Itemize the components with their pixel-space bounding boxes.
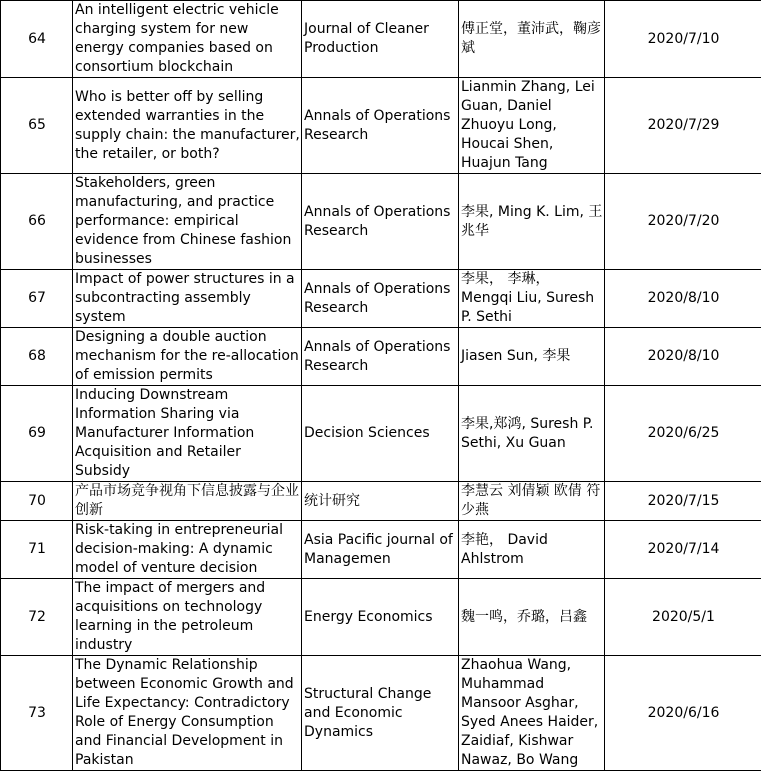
journal-cell[interactable]: Annals of Operations Research xyxy=(302,328,459,386)
authors-cell[interactable]: 李果, Ming K. Lim, 王兆华 xyxy=(459,174,605,270)
date-cell[interactable]: 2020/6/16 xyxy=(605,656,761,771)
paper-title-cell[interactable]: Inducing Downstream Information Sharing via Manufacturer Information Acquisition and Retailer Subsidy xyxy=(73,386,302,482)
date-cell[interactable]: 2020/8/10 xyxy=(605,270,761,328)
date-cell[interactable]: 2020/5/1 xyxy=(605,579,761,656)
table-row xyxy=(1,270,761,328)
journal-cell[interactable]: Annals of Operations Research xyxy=(302,270,459,328)
authors-cell[interactable]: Zhaohua Wang, Muhammad Mansoor Asghar, Syed Anees Haider, Zaidiaf, Kishwar Nawaz, Bo Wang xyxy=(459,656,605,771)
paper-title-cell[interactable]: The Dynamic Relationship between Economic Growth and Life Expectancy: Contradictory Role of Energy Consumption and Financial Development in Pakistan xyxy=(73,656,302,771)
table-body xyxy=(1,1,761,771)
paper-title-cell[interactable]: Impact of power structures in a subcontracting assembly system xyxy=(73,270,302,328)
row-number-cell[interactable]: 67 xyxy=(1,270,73,328)
table-row xyxy=(1,656,761,771)
row-number-cell[interactable]: 65 xyxy=(1,78,73,174)
authors-cell[interactable]: 李艳， David Ahlstrom xyxy=(459,521,605,579)
row-number-cell[interactable]: 68 xyxy=(1,328,73,386)
table-row xyxy=(1,1,761,78)
journal-cell[interactable]: Decision Sciences xyxy=(302,386,459,482)
paper-title-cell[interactable]: The impact of mergers and acquisitions on technology learning in the petroleum industry xyxy=(73,579,302,656)
table-row xyxy=(1,482,761,521)
row-number-cell[interactable]: 69 xyxy=(1,386,73,482)
table-row xyxy=(1,579,761,656)
authors-cell[interactable]: 李慧云 刘倩颖 欧倩 符少燕 xyxy=(459,482,605,521)
paper-title-cell[interactable]: Designing a double auction mechanism for the re-allocation of emission permits xyxy=(73,328,302,386)
journal-cell[interactable]: Annals of Operations Research xyxy=(302,174,459,270)
authors-cell[interactable]: 李果， 李琳， Mengqi Liu, Suresh P. Sethi xyxy=(459,270,605,328)
date-cell[interactable]: 2020/7/15 xyxy=(605,482,761,521)
journal-cell[interactable]: Structural Change and Economic Dynamics xyxy=(302,656,459,771)
paper-title-cell[interactable]: Stakeholders, green manufacturing, and practice performance: empirical evidence from Chinese fashion businesses xyxy=(73,174,302,270)
table-row xyxy=(1,78,761,174)
table-row xyxy=(1,386,761,482)
date-cell[interactable]: 2020/7/14 xyxy=(605,521,761,579)
row-number-cell[interactable]: 73 xyxy=(1,656,73,771)
table-row xyxy=(1,174,761,270)
authors-cell[interactable]: 李果,郑鸿, Suresh P. Sethi, Xu Guan xyxy=(459,386,605,482)
table-row xyxy=(1,521,761,579)
authors-cell[interactable]: Jiasen Sun, 李果 xyxy=(459,328,605,386)
row-number-cell[interactable]: 72 xyxy=(1,579,73,656)
date-cell[interactable]: 2020/7/10 xyxy=(605,1,761,78)
row-number-cell[interactable]: 64 xyxy=(1,1,73,78)
journal-cell[interactable]: Annals of Operations Research xyxy=(302,78,459,174)
journal-cell[interactable]: 统计研究 xyxy=(302,482,459,521)
date-cell[interactable]: 2020/7/29 xyxy=(605,78,761,174)
paper-title-cell[interactable]: Who is better off by selling extended warranties in the supply chain: the manufacturer, the retailer, or both? xyxy=(73,78,302,174)
paper-title-cell[interactable]: 产品市场竞争视角下信息披露与企业创新 xyxy=(73,482,302,521)
journal-cell[interactable]: Asia Pacific journal of Managemen xyxy=(302,521,459,579)
authors-cell[interactable]: 魏一鸣，乔璐，吕鑫 xyxy=(459,579,605,656)
row-number-cell[interactable]: 71 xyxy=(1,521,73,579)
date-cell[interactable]: 2020/7/20 xyxy=(605,174,761,270)
date-cell[interactable]: 2020/6/25 xyxy=(605,386,761,482)
date-cell[interactable]: 2020/8/10 xyxy=(605,328,761,386)
journal-cell[interactable]: Journal of Cleaner Production xyxy=(302,1,459,78)
row-number-cell[interactable]: 70 xyxy=(1,482,73,521)
row-number-cell[interactable]: 66 xyxy=(1,174,73,270)
paper-title-cell[interactable]: Risk-taking in entrepreneurial decision-making: A dynamic model of venture decision xyxy=(73,521,302,579)
paper-title-cell[interactable]: An intelligent electric vehicle charging system for new energy companies based on consortium blockchain xyxy=(73,1,302,78)
journal-cell[interactable]: Energy Economics xyxy=(302,579,459,656)
table-row xyxy=(1,328,761,386)
authors-cell[interactable]: Lianmin Zhang, Lei Guan, Daniel Zhuoyu Long, Houcai Shen, Huajun Tang xyxy=(459,78,605,174)
authors-cell[interactable]: 傅正堂，董沛武，鞠彦斌 xyxy=(459,1,605,78)
